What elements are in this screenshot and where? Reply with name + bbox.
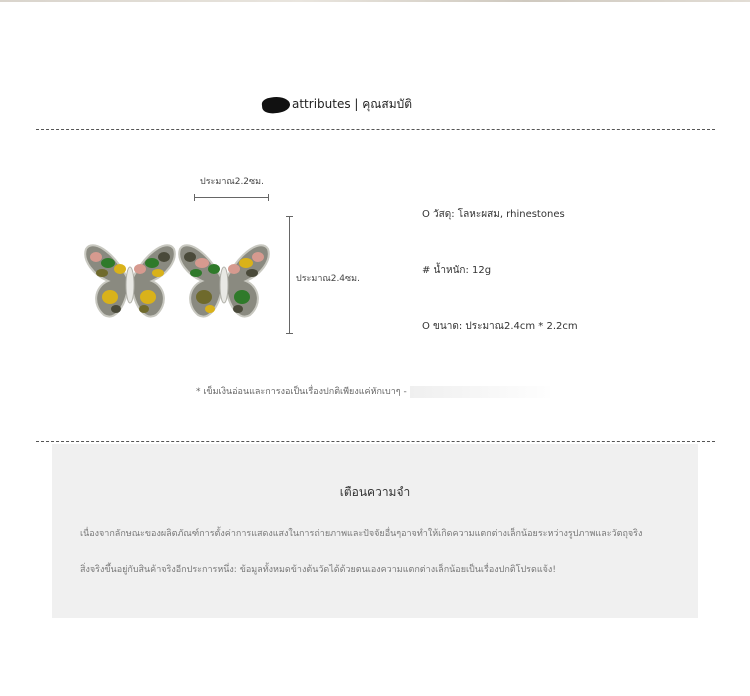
top-edge-strip [0,0,750,2]
spec-size: O ขนาด: ประมาณ2.4cm * 2.2cm [422,321,578,332]
bottom-dashed-divider [36,441,715,442]
width-dimension-line [194,197,269,198]
spec-material: O วัสดุ: โลหะผสม, rhinestones [422,209,565,220]
notice-line: เนื่องจากลักษณะของผลิตภัณฑ์การตั้งค่าการแสดงแสงในการถ่ายภาพและปัจจัยอื่นๆอาจทำให้เกิดความแตกต่างเล็กน้อยระหว่างรูปภาพและวัตถุจริง [80,529,643,539]
butterfly-earring-left [82,239,178,323]
butterfly-earring-right [176,239,272,323]
section-title [262,95,412,114]
section-title-text: attributes | คุณสมบัติ [292,97,413,111]
needle-note: * เข็มเงินอ่อนและการงอเป็นเรื่องปกติเพียงแค่หักเบาๆ - [196,387,407,397]
spec-weight: # น้ำหนัก: 12g [422,265,492,276]
notice-title: เตือนความจำ [339,485,411,499]
redacted-logo [261,95,291,114]
width-dimension-label: ประมาณ2.2ซม. [200,177,264,187]
height-dimension-label: ประมาณ2.4ซม. [296,274,360,284]
height-dimension-line [289,216,290,334]
top-dashed-divider [36,129,715,130]
notice-line: สิ่งจริงขึ้นอยู่กับสินค้าจริงอีกประการหนึ่ง: ข้อมูลทั้งหมดข้างต้นวัดได้ด้วยตนเองความแตกต่างเล็กน้อยเป็นเรื่องปกติโปรดแจ้ง! [80,565,556,575]
note-fade [410,386,550,398]
